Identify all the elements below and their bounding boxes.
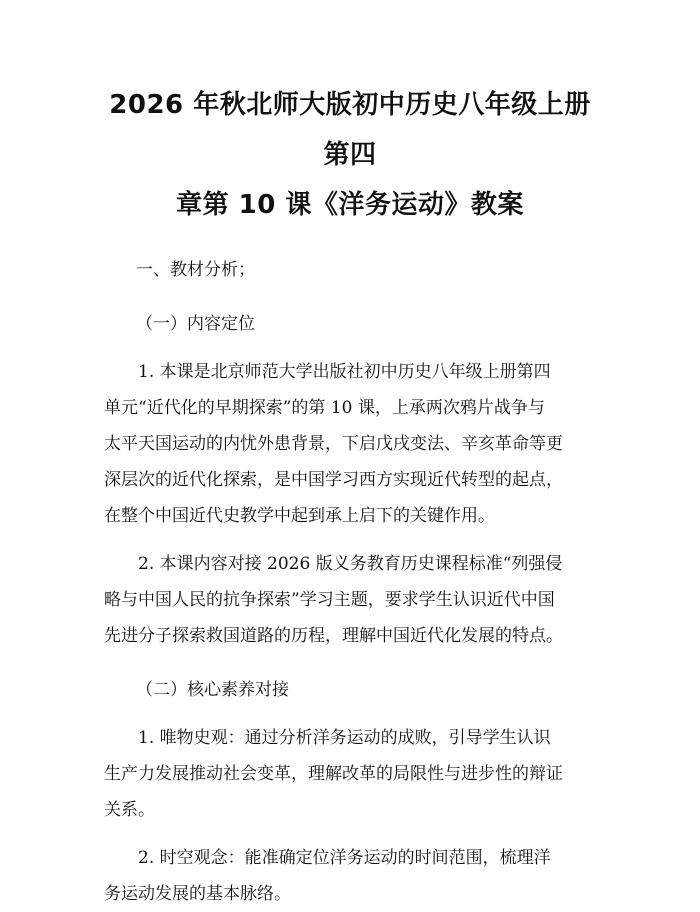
paragraph-line: 1. 唯物史观：通过分析洋务运动的成败，引导学生认识 — [138, 728, 551, 748]
title-line-1: 2026 年秋北师大版初中历史八年级上册第四 — [109, 90, 591, 170]
paragraph-line: 深层次的近代化探索，是中国学习西方实现近代转型的起点， — [104, 470, 563, 490]
paragraph-core-competencies-1 — [104, 720, 596, 828]
paragraph-line: 在整个中国近代史教学中起到承上启下的关键作用。 — [104, 506, 495, 526]
paragraph-line: 务运动发展的基本脉络。 — [104, 884, 291, 904]
paragraph-line: 1. 本课是北京师范大学出版社初中历史八年级上册第四 — [138, 362, 551, 382]
paragraph-line: 2. 本课内容对接 2026 版义务教育历史课程标准“列强侵 — [138, 554, 563, 574]
subsection-heading-core-competencies: （二）核心素养对接 — [136, 680, 289, 700]
paragraph-line: 2. 时空观念：能准确定位洋务运动的时间范围，梳理洋 — [138, 848, 551, 868]
subsection-heading-content-positioning: （一）内容定位 — [136, 314, 255, 334]
paragraph-line: 关系。 — [104, 800, 155, 820]
paragraph-content-positioning-1 — [104, 354, 596, 534]
document-title — [104, 80, 596, 230]
paragraph-line: 先进分子探索救国道路的历程，理解中国近代化发展的特点。 — [104, 626, 563, 646]
paragraph-line: 单元“近代化的早期探索”的第 10 课，上承两次鸦片战争与 — [104, 398, 545, 418]
title-line-2: 章第 10 课《洋务运动》教案 — [176, 190, 524, 220]
paragraph-core-competencies-2 — [104, 840, 596, 912]
paragraph-line: 太平天国运动的内忧外患背景，下启戊戌变法、辛亥革命等更 — [104, 434, 563, 454]
paragraph-line: 生产力发展推动社会变革，理解改革的局限性与进步性的辩证 — [104, 764, 563, 784]
paragraph-line: 略与中国人民的抗争探索”学习主题，要求学生认识近代中国 — [104, 590, 555, 610]
paragraph-content-positioning-2 — [104, 546, 596, 654]
section-heading-textbook-analysis: 一、教材分析； — [136, 260, 255, 280]
